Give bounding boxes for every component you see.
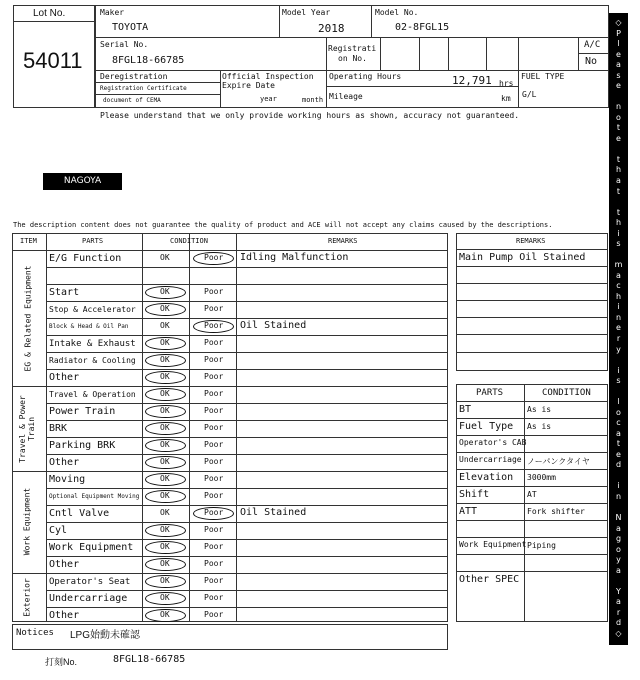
inspection-label-2: Expire Date <box>222 81 275 90</box>
part-name: Stop & Accelerator <box>49 305 136 314</box>
remarks-row-line <box>456 300 608 301</box>
part-name: Radiator & Cooling <box>49 356 136 365</box>
sidebar-char: o <box>616 407 621 417</box>
condition-poor[interactable]: Poor <box>204 542 224 551</box>
location-badge-text: NAGOYA <box>63 176 102 186</box>
sidebar-char: a <box>616 428 621 438</box>
sidebar-char: y <box>616 555 621 565</box>
sidebar-char: r <box>616 607 621 617</box>
condition-poor[interactable]: Poor <box>204 440 224 449</box>
row-line <box>46 318 448 319</box>
sidebar-char: e <box>616 449 621 459</box>
sidebar-char: ◇ <box>615 18 622 27</box>
sidebar-char: Y <box>616 586 621 596</box>
condition-ok[interactable]: OK <box>160 508 170 517</box>
ok-circle <box>145 371 186 384</box>
sidebar-char: a <box>616 176 621 185</box>
sidebar-char: l <box>617 39 620 49</box>
km-unit: km <box>501 94 511 103</box>
poor-circle <box>193 507 234 520</box>
parts-header-line <box>456 401 608 402</box>
condition-poor[interactable]: Poor <box>204 287 224 296</box>
ok-circle <box>145 473 186 486</box>
parts-name: Work Equipment <box>459 540 527 549</box>
lot-number: 54011 <box>23 48 83 73</box>
deregistration-label: Deregistration <box>100 72 168 81</box>
condition-poor[interactable]: Poor <box>204 474 224 483</box>
condition-ok[interactable]: OK <box>160 525 170 534</box>
ac-label: A/C <box>584 40 601 50</box>
sidebar-char: i <box>617 228 620 238</box>
sidebar-char: n <box>615 312 622 322</box>
group-label-eg: EG & Related Equipment <box>23 265 33 372</box>
parts-name: Shift <box>459 489 490 500</box>
part-name: E/G Function <box>49 253 122 264</box>
ok-circle <box>145 337 186 350</box>
row-line <box>46 488 448 489</box>
notices-label: Notices <box>16 628 54 638</box>
header-divider <box>12 250 448 251</box>
ok-circle <box>145 388 186 401</box>
parts-row-line <box>456 537 608 538</box>
row-line <box>46 437 448 438</box>
sidebar-char: y <box>616 344 621 354</box>
mileage-label: Mileage <box>329 92 363 101</box>
parts-condition: As is <box>527 422 552 431</box>
sidebar-char: c <box>616 418 621 428</box>
row-line <box>46 267 448 268</box>
ok-circle <box>145 609 186 622</box>
remark-text: Idling Malfunction <box>240 252 349 263</box>
maker-value: TOYOTA <box>112 22 149 33</box>
item-header: ITEM <box>20 237 37 245</box>
sidebar-char: ◇ <box>615 628 622 638</box>
sidebar-char: a <box>616 60 621 70</box>
lot-label: Lot No. <box>33 8 66 19</box>
parts-table-header: PARTS <box>476 388 504 398</box>
fuel-type-value: G/L <box>522 90 537 99</box>
condition-table-header: CONDITION <box>542 388 591 398</box>
ac-value: No <box>585 56 598 67</box>
row-line <box>46 301 448 302</box>
condition-ok[interactable]: OK <box>160 372 170 381</box>
parts-name: Other SPEC <box>459 574 520 585</box>
sidebar-char: n <box>615 492 622 501</box>
remarks-row-line <box>456 317 608 318</box>
condition-ok[interactable]: OK <box>160 355 170 364</box>
parts-condition: AT <box>527 490 537 499</box>
condition-ok[interactable]: OK <box>160 559 170 568</box>
model-year-value: 2018 <box>318 22 345 35</box>
sidebar-char: e <box>616 133 621 143</box>
parts-condition: Fork shifter <box>527 507 585 516</box>
column-line <box>46 233 47 622</box>
ok-circle <box>145 422 186 435</box>
ok-circle <box>145 592 186 605</box>
hours-label: Operating Hours <box>329 72 402 81</box>
condition-ok[interactable]: OK <box>160 542 170 551</box>
remark-text: Oil Stained <box>240 507 307 518</box>
inspection-label-1: Official Inspection <box>222 72 314 81</box>
ok-circle <box>145 541 186 554</box>
poor-circle <box>193 320 234 333</box>
parts-row-line <box>456 571 608 572</box>
notices-value: LPG始動未確認 <box>70 630 141 641</box>
part-name: Travel & Operation <box>49 390 136 399</box>
ok-circle <box>145 558 186 571</box>
registration-label-2: on No. <box>338 54 367 63</box>
sidebar-char: h <box>615 291 622 301</box>
condition-ok[interactable]: OK <box>160 593 170 602</box>
part-name: Other <box>49 610 80 621</box>
sidebar-char: t <box>616 439 621 449</box>
parts-row-line <box>456 452 608 453</box>
part-name: Block & Head & Oil Pan <box>49 323 129 330</box>
row-line <box>46 369 448 370</box>
row-line <box>46 284 448 285</box>
condition-poor[interactable]: Poor <box>204 525 224 534</box>
row-line <box>46 335 448 336</box>
sidebar-char: P <box>616 28 621 38</box>
condition-ok[interactable]: OK <box>160 321 170 330</box>
part-name: Parking BRK <box>49 440 116 451</box>
row-line <box>46 522 448 523</box>
condition-poor[interactable]: Poor <box>204 491 224 500</box>
right-remarks-header: REMARKS <box>516 237 546 245</box>
parts-row-line <box>456 554 608 555</box>
sidebar-char: g <box>615 534 622 544</box>
ok-circle <box>145 354 186 367</box>
model-year-label: Model Year <box>282 8 331 17</box>
sidebar-char: e <box>616 81 621 91</box>
part-name: Work Equipment <box>49 542 134 553</box>
parts-row-line <box>456 469 608 470</box>
row-line <box>46 505 448 506</box>
part-name: Other <box>49 372 80 383</box>
model-no-label: Model No. <box>375 8 419 17</box>
maker-label: Maker <box>100 8 125 17</box>
parts-name: Undercarriage <box>459 455 522 464</box>
serial-value: 8FGL18-66785 <box>112 55 185 66</box>
row-line <box>46 607 448 608</box>
parts-row-line <box>456 486 608 487</box>
part-name: Moving <box>49 474 86 485</box>
column-line <box>142 233 143 622</box>
group-label-travel <box>18 394 36 464</box>
row-line <box>46 454 448 455</box>
cema-label: document of CEMA <box>103 97 161 104</box>
ok-circle <box>145 405 186 418</box>
right-remarks-first: Main Pump Oil Stained <box>459 252 586 263</box>
condition-ok[interactable]: OK <box>160 423 170 432</box>
condition-poor[interactable]: Poor <box>204 338 224 347</box>
condition-ok[interactable]: OK <box>160 576 170 585</box>
parts-row-line <box>456 520 608 521</box>
month-label: month <box>302 96 324 104</box>
hours-value: 12,791 <box>452 74 492 87</box>
remarks-row-line <box>456 352 608 353</box>
ok-circle <box>145 524 186 537</box>
sidebar-char: e <box>616 323 621 333</box>
condition-poor[interactable]: Poor <box>204 457 224 466</box>
sidebar-char: t <box>616 154 621 164</box>
parts-condition: ノーパンクタイヤ <box>527 457 590 466</box>
part-name: Cyl <box>49 525 68 536</box>
sidebar-char: s <box>616 70 621 80</box>
parts-condition: As is <box>527 405 552 414</box>
group-label-exterior: Exterior <box>22 578 32 617</box>
sidebar-char: i <box>617 481 620 491</box>
hours-notice: Please understand that we only provide working hours as shown, accuracy not guaranteed. <box>100 111 520 120</box>
year-label: year <box>260 95 277 103</box>
condition-ok[interactable]: OK <box>160 389 170 398</box>
sidebar-char: l <box>617 397 620 407</box>
parts-name: ATT <box>459 506 478 517</box>
condition-ok[interactable]: OK <box>160 287 170 296</box>
condition-header: CONDITION <box>170 237 208 245</box>
part-name: Optional Equipment Moving <box>49 493 140 500</box>
condition-poor[interactable]: Poor <box>204 593 224 602</box>
sidebar-char: a <box>616 597 621 607</box>
condition-poor[interactable]: Poor <box>204 372 224 381</box>
group-label-travel-text: Travel & Power Train <box>18 395 36 463</box>
condition-ok[interactable]: OK <box>160 491 170 500</box>
parts-header: PARTS <box>82 237 104 245</box>
condition-poor[interactable]: Poor <box>204 389 224 398</box>
condition-ok[interactable]: OK <box>160 338 170 347</box>
sidebar-char: a <box>616 270 621 280</box>
sidebar-char: t <box>616 123 621 133</box>
remark-text: Oil Stained <box>240 320 307 331</box>
condition-poor[interactable]: Poor <box>204 253 224 262</box>
row-line <box>12 386 448 387</box>
condition-ok[interactable]: OK <box>160 304 170 313</box>
part-name: Power Train <box>49 406 116 417</box>
row-line <box>12 573 448 574</box>
sidebar-char: h <box>615 165 622 175</box>
sidebar-char: N <box>615 513 622 523</box>
parts-row-line <box>456 503 608 504</box>
stamp-label: 打刻No. <box>45 657 78 667</box>
sidebar-char: h <box>615 218 622 228</box>
condition-poor[interactable]: Poor <box>204 304 224 313</box>
remarks-row-line <box>456 249 608 250</box>
row-line <box>46 352 448 353</box>
stamp-value: 8FGL18-66785 <box>113 654 186 665</box>
row-line <box>12 471 448 472</box>
sidebar-char: r <box>616 334 621 343</box>
sidebar-char: n <box>615 102 622 112</box>
group-label-work: Work Equipment <box>22 487 32 556</box>
parts-row-line <box>456 418 608 419</box>
sidebar-char: t <box>616 186 621 196</box>
sidebar-char: i <box>617 302 620 312</box>
parts-row-line <box>456 435 608 436</box>
condition-ok[interactable]: OK <box>160 610 170 619</box>
part-name: BRK <box>49 423 68 434</box>
part-name: Start <box>49 287 80 298</box>
condition-poor[interactable]: Poor <box>204 610 224 619</box>
sidebar-char: e <box>616 49 621 59</box>
condition-ok[interactable]: OK <box>160 253 170 262</box>
condition-poor[interactable]: Poor <box>204 355 224 364</box>
condition-ok[interactable]: OK <box>160 457 170 466</box>
remarks-row-line <box>456 283 608 284</box>
remarks-row-line <box>456 266 608 267</box>
row-line <box>46 403 448 404</box>
condition-poor[interactable]: Poor <box>204 406 224 415</box>
column-line <box>236 233 237 622</box>
part-name: Cntl Valve <box>49 508 110 519</box>
condition-poor[interactable]: Poor <box>204 576 224 585</box>
remarks-row-line <box>456 334 608 335</box>
registration-label-1: Registrati <box>328 44 377 53</box>
row-line <box>46 539 448 540</box>
sidebar-char: c <box>616 281 621 291</box>
ok-circle <box>145 490 186 503</box>
disclaimer: The description content does not guarantee the quality of product and ACE will not accept any claims caused by the descriptions. <box>13 221 553 229</box>
condition-ok[interactable]: OK <box>160 440 170 449</box>
condition-poor[interactable]: Poor <box>204 508 224 517</box>
sidebar-char: a <box>616 523 621 533</box>
remarks-header: REMARKS <box>328 237 358 245</box>
ok-circle <box>145 439 186 452</box>
part-name: Other <box>49 559 80 570</box>
sidebar-char: d <box>615 460 622 470</box>
sidebar-char: a <box>616 565 621 575</box>
model-no-value: 02-8FGL15 <box>395 22 450 33</box>
parts-condition: Piping <box>527 541 556 550</box>
ok-circle <box>145 456 186 469</box>
registration-certificate-label: Registration Certificate <box>100 85 187 92</box>
condition-poor[interactable]: Poor <box>204 559 224 568</box>
ok-circle <box>145 303 186 316</box>
location-sidebar <box>609 13 628 645</box>
parts-name: BT <box>459 404 472 415</box>
column-line <box>189 233 190 622</box>
sidebar-char: d <box>615 618 622 628</box>
condition-poor[interactable]: Poor <box>204 423 224 432</box>
part-name: Operator's Seat <box>49 577 131 587</box>
poor-circle <box>193 252 234 265</box>
part-name: Undercarriage <box>49 593 128 604</box>
ok-circle <box>145 286 186 299</box>
sidebar-char: i <box>617 365 620 375</box>
fuel-type-label: FUEL TYPE <box>521 72 565 81</box>
serial-label: Serial No. <box>100 40 149 49</box>
sidebar-char: m <box>614 260 623 270</box>
parts-name: Operator's CAB <box>459 438 527 447</box>
hrs-unit: hrs <box>499 79 514 88</box>
parts-name: Fuel Type <box>459 421 514 432</box>
condition-ok[interactable]: OK <box>160 474 170 483</box>
condition-poor[interactable]: Poor <box>204 321 224 330</box>
sidebar-char: o <box>616 544 621 554</box>
sidebar-char: s <box>616 239 621 249</box>
location-badge <box>43 173 122 190</box>
row-line <box>46 590 448 591</box>
part-name: Other <box>49 457 80 468</box>
sidebar-char: t <box>616 207 621 217</box>
condition-ok[interactable]: OK <box>160 406 170 415</box>
part-name: Intake & Exhaust <box>49 339 136 349</box>
parts-condition: 3000mm <box>527 473 556 482</box>
ok-circle <box>145 575 186 588</box>
parts-name: Elevation <box>459 472 514 483</box>
sidebar-char: s <box>616 376 621 386</box>
row-line <box>46 556 448 557</box>
row-line <box>46 420 448 421</box>
sidebar-char: o <box>616 112 621 122</box>
